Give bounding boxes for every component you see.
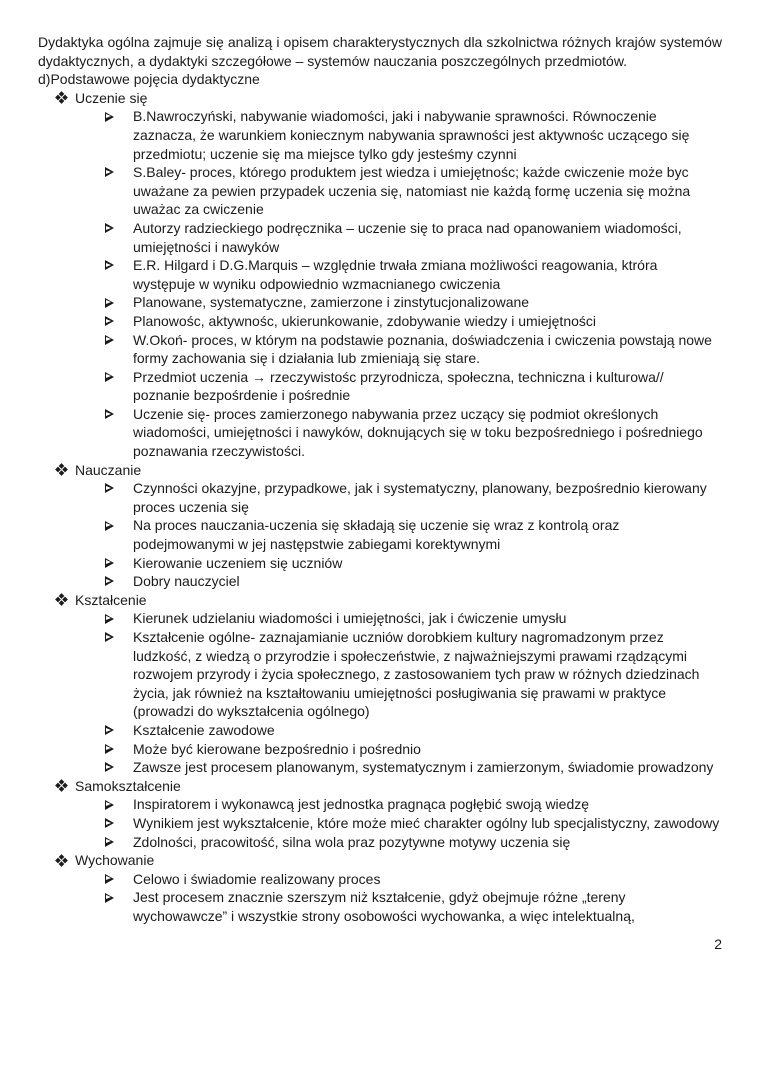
arrow-bullet-icon bbox=[105, 870, 133, 889]
list-item bbox=[38, 516, 722, 553]
section-title: Nauczanie bbox=[75, 461, 142, 478]
arrow-bullet-icon bbox=[105, 758, 133, 777]
list-item bbox=[38, 721, 722, 740]
list-item-text: W.Okoń- proces, w którym na podstawie poznania, doświadczenia i cwiczenia powstają nowe formy zachowania się i działania lub zmieniają się stare. bbox=[133, 331, 712, 367]
list-item bbox=[38, 107, 722, 163]
list-item bbox=[38, 256, 722, 293]
section-title: Uczenie się bbox=[75, 89, 148, 106]
section-nauczanie bbox=[38, 461, 722, 591]
arrow-bullet-icon bbox=[105, 740, 133, 759]
list-item bbox=[38, 331, 722, 368]
arrow-bullet-icon bbox=[105, 107, 133, 163]
list-item-text: Może być kierowane bezpośrednio i pośrednio bbox=[133, 740, 421, 757]
arrow-bullet-icon bbox=[105, 833, 133, 852]
list-item-text: Czynności okazyjne, przypadkowe, jak i systematyczny, planowany, bezpośrednio kierowany proces uczenia się bbox=[133, 480, 707, 515]
arrow-bullet-icon bbox=[105, 312, 133, 331]
list-item bbox=[38, 405, 722, 461]
arrow-bullet-icon bbox=[105, 256, 133, 293]
list-item bbox=[38, 609, 722, 628]
arrow-bullet-icon bbox=[105, 609, 133, 628]
section-ksztalcenie bbox=[38, 591, 722, 777]
list-item-text: Kształcenie zawodowe bbox=[133, 721, 275, 738]
list-item-text: Kierowanie uczeniem się uczniów bbox=[133, 554, 343, 571]
list-item-text: Autorzy radzieckiego podręcznika – uczenie się to praca nad opanowaniem wiadomości, umiejętności i nawyków bbox=[133, 219, 682, 255]
list-item-text: Inspiratorem i wykonawcą jest jednostka pragnąca pogłębić swoją wiedzę bbox=[133, 796, 590, 813]
diamond-bullet-icon bbox=[57, 89, 75, 108]
list-item-text: Przedmiot uczenia → rzeczywistośc przyrodnicza, społeczna, techniczna i kulturowa// poznanie bezpośrdenie i pośrednie bbox=[133, 368, 664, 404]
list-item bbox=[38, 479, 722, 516]
subheading: d)Podstawowe pojęcia dydaktyczne bbox=[38, 71, 260, 88]
list-item-text: Uczenie się- proces zamierzonego nabywania przez uczący się podmiot określonych wiadomości, umiejętności i nawyków, doknujących się w toku bezpośredniego i pośredniego poznawania rzeczywistości. bbox=[133, 405, 703, 460]
list-item-text: E.R. Hilgard i D.G.Marquis – względnie trwała zmiana możliwości reagowania, ktróra występuje w wyniku odpowiednio wzmacnianego cwiczenia bbox=[133, 257, 658, 292]
diamond-bullet-icon bbox=[57, 777, 75, 796]
list-item bbox=[38, 833, 722, 852]
list-item bbox=[38, 758, 722, 777]
list-item bbox=[38, 572, 722, 591]
list-item bbox=[38, 219, 722, 256]
list-item bbox=[38, 795, 722, 814]
list-item bbox=[38, 293, 722, 312]
list-item-text: Planowane, systematyczne, zamierzone i zinstytucjonalizowane bbox=[133, 294, 530, 311]
diamond-bullet-icon bbox=[57, 591, 75, 610]
list-item-text: Zawsze jest procesem planowanym, systematycznym i zamierzonym, świadomie prowadzony bbox=[133, 759, 714, 776]
arrow-bullet-icon bbox=[105, 331, 133, 368]
arrow-bullet-icon bbox=[105, 368, 133, 405]
list-item-text: Planowośc, aktywnośc, ukierunkowanie, zdobywanie wiedzy i umiejętności bbox=[133, 312, 597, 329]
list-item bbox=[38, 163, 722, 219]
list-item-text: Dobry nauczyciel bbox=[133, 573, 240, 590]
arrow-bullet-icon bbox=[105, 795, 133, 814]
page-number: 2 bbox=[714, 935, 722, 952]
arrow-bullet-icon bbox=[105, 814, 133, 833]
list-item bbox=[38, 312, 722, 331]
list-item-text: Na proces nauczania-uczenia się składają się uczenie się wraz z kontrolą oraz podejmowanymi w jej następstwie zabiegami korektywnymi bbox=[133, 517, 620, 553]
arrow-bullet-icon bbox=[105, 721, 133, 740]
diamond-bullet-icon bbox=[57, 851, 75, 870]
list-item bbox=[38, 368, 722, 405]
list-item bbox=[38, 870, 722, 889]
list-item bbox=[38, 814, 722, 833]
section-heading bbox=[38, 851, 722, 870]
list-item-text: Zdolności, pracowitość, silna wola praz pozytywne motywy uczenia się bbox=[133, 833, 571, 850]
arrow-bullet-icon bbox=[105, 479, 133, 516]
section-uczenie-sie bbox=[38, 89, 722, 461]
section-wychowanie bbox=[38, 851, 722, 925]
section-heading bbox=[38, 777, 722, 796]
arrow-bullet-icon bbox=[105, 163, 133, 219]
section-samoksztalcenie bbox=[38, 777, 722, 851]
arrow-bullet-icon bbox=[105, 628, 133, 721]
list-item-text: Kierunek udzielaniu wiadomości i umiejętności, jak i ćwiczenie umysłu bbox=[133, 610, 567, 627]
list-item-text: B.Nawroczyński, nabywanie wiadomości, jaki i nabywanie sprawności. Równoczenie zaznacza, że warunkiem koniecznym nabywania sprawności jest aktywnośc uczącego się przedmiotu; uczenie się ma miejsce tylko gdy jesteśmy czynni bbox=[133, 108, 690, 162]
intro-paragraph: Dydaktyka ogólna zajmuje się analizą i opisem charakterystycznych dla szkolnictwa różnych krajów systemów dydaktycznych, a dydaktyki szczegółowe – systemów nauczania poszczególnych przedmiotów. bbox=[38, 34, 722, 69]
section-title: Samokształcenie bbox=[75, 777, 181, 794]
arrow-bullet-icon bbox=[105, 554, 133, 573]
arrow-bullet-icon bbox=[105, 405, 133, 461]
arrow-bullet-icon bbox=[105, 293, 133, 312]
list-item-text: S.Baley- proces, którego produktem jest wiedza i umiejętnośc; każde cwiczenie może byc uważane za pewien przypadek uczenia się, natomiast nie każdą formę uczenia się można uważac za cwiczenie bbox=[133, 164, 691, 218]
section-title: Wychowanie bbox=[75, 852, 155, 869]
arrow-bullet-icon bbox=[105, 219, 133, 256]
section-heading bbox=[38, 89, 722, 108]
arrow-bullet-icon bbox=[105, 572, 133, 591]
diamond-bullet-icon bbox=[57, 461, 75, 480]
arrow-bullet-icon bbox=[105, 516, 133, 553]
list-item-text: Celowo i świadomie realizowany proces bbox=[133, 870, 381, 887]
list-item bbox=[38, 554, 722, 573]
list-item-text: Wynikiem jest wykształcenie, które może mieć charakter ogólny lub specjalistyczny, zawodowy bbox=[133, 814, 720, 831]
list-item-text: Kształcenie ogólne- zaznajamianie uczniów dorobkiem kultury nagromadzonym przez ludzkość, z wiedzą o przyrodzie i społeczeństwie, z najważniejszymi prawami rządzącymi rozwojem przyrody i życia społecznego, z zastosowaniem tych praw w różnych dziedzinach życia, jak również na kształtowaniu umiejętności posługiwania się prawami w praktyce (prowadzi do wykształcenia ogólnego) bbox=[133, 629, 700, 720]
section-title: Kształcenie bbox=[75, 591, 147, 608]
section-heading bbox=[38, 591, 722, 610]
list-item bbox=[38, 888, 722, 925]
list-item bbox=[38, 628, 722, 721]
arrow-bullet-icon bbox=[105, 888, 133, 925]
list-item bbox=[38, 740, 722, 759]
list-item-text: Jest procesem znacznie szerszym niż kształcenie, gdyż obejmuje różne „tereny wychowawcze” i wszystkie strony osobowości wychowanka, a więc intelektualną, bbox=[133, 889, 635, 924]
section-heading bbox=[38, 461, 722, 480]
